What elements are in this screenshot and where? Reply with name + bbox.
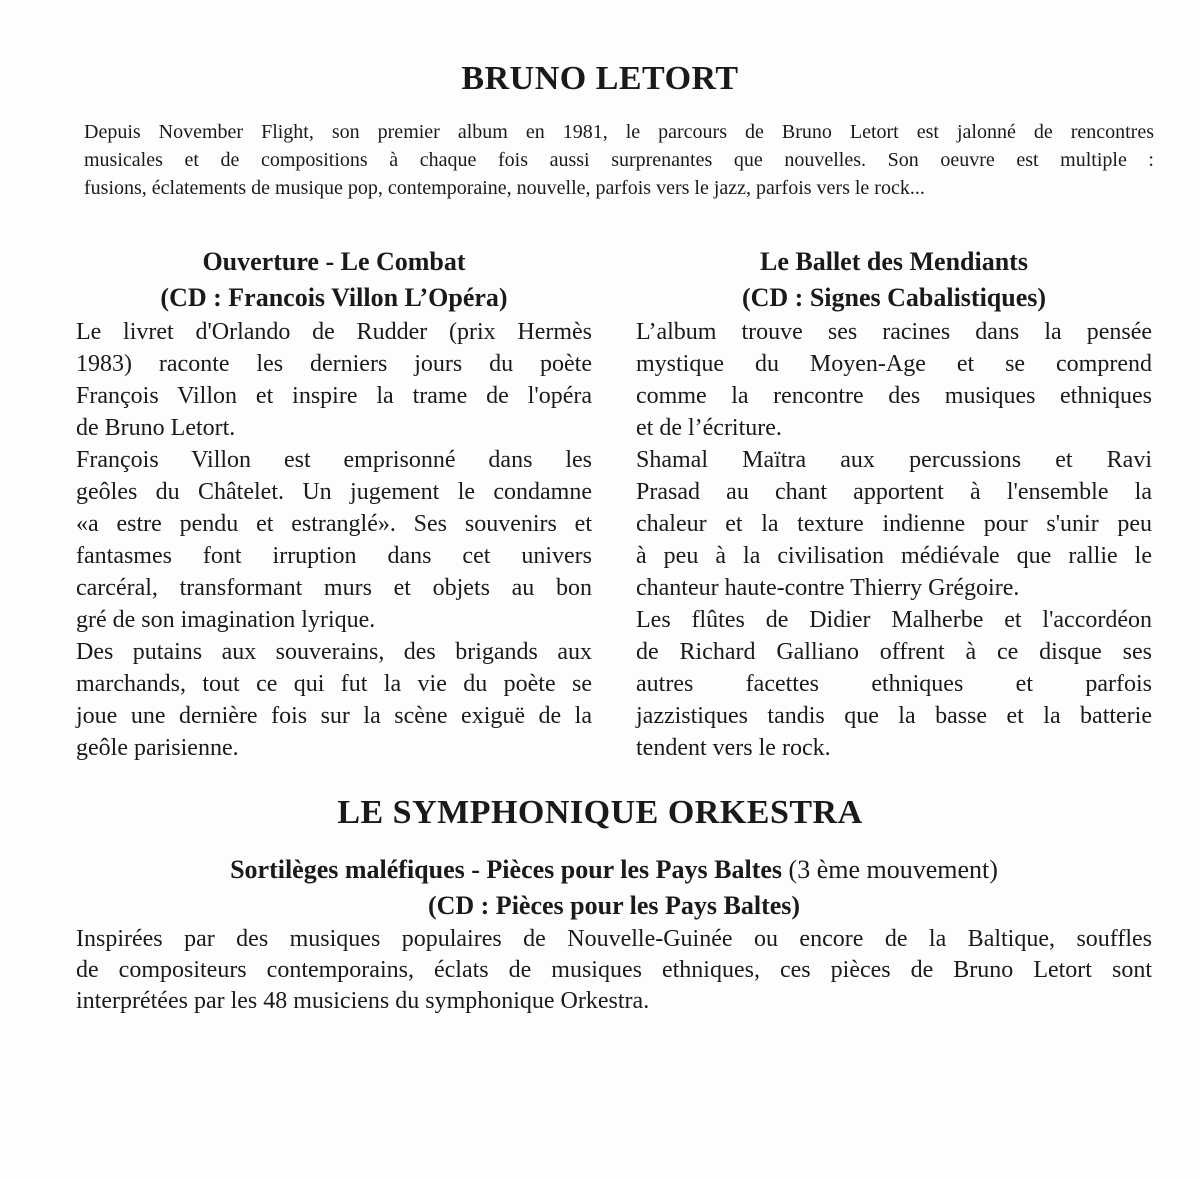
text-line: de Richard Galliano offrent à ce disque ses (636, 639, 1152, 665)
intro-paragraph (84, 118, 1154, 202)
left-column (76, 244, 592, 764)
right-body (636, 316, 1152, 764)
text-line: tendent vers le rock. (636, 735, 831, 761)
right-heading: Le Ballet des Mendiants (760, 247, 1028, 276)
subtitle-bold: Sortilèges maléfiques - Pièces pour les Pays Baltes (230, 855, 783, 884)
paragraph (636, 316, 1152, 444)
text-line: Le livret d'Orlando de Rudder (prix Hermès (76, 319, 592, 345)
paragraph (636, 444, 1152, 604)
text-line: gré de son imagination lyrique. (76, 607, 376, 633)
text-line: François Villon et inspire la trame de l'opéra (76, 383, 592, 409)
section2-subtitle (76, 852, 1152, 888)
text-line: fantasmes font irruption dans cet univers (76, 543, 592, 569)
text-line: autres facettes ethniques et parfois (636, 671, 1152, 697)
text-line: et de l’écriture. (636, 415, 782, 441)
text-line: de Bruno Letort. (76, 415, 236, 441)
text-line: François Villon est emprisonné dans les (76, 447, 592, 473)
text-line: marchands, tout ce qui fut la vie du poète se (76, 671, 592, 697)
text-line: geôle parisienne. (76, 735, 239, 761)
paragraph (76, 444, 592, 636)
section2-content (76, 852, 1152, 1017)
section2-line: interprétées par les 48 musiciens du symphonique Orkestra. (76, 988, 650, 1014)
text-line: mystique du Moyen-Age et se comprend (636, 351, 1152, 377)
right-cd-title: (CD : Signes Cabalistiques) (741, 283, 1047, 312)
paragraph (76, 316, 592, 444)
section2-cd-title: (CD : Pièces pour les Pays Baltes) (427, 891, 801, 920)
section2-line: de compositeurs contemporains, éclats de musiques ethniques, ces pièces de Bruno Letort sont (76, 957, 1152, 983)
text-line: jazzistiques tandis que la basse et la batterie (636, 703, 1152, 729)
paragraph (76, 636, 592, 764)
text-line: joue une dernière fois sur la scène exiguë de la (76, 703, 592, 729)
left-heading: Ouverture - Le Combat (202, 247, 466, 276)
text-line: «a estre pendu et estranglé». Ses souvenirs et (76, 511, 592, 537)
text-line: chanteur haute-contre Thierry Grégoire. (636, 575, 1020, 601)
text-line: Les flûtes de Didier Malherbe et l'accordéon (636, 607, 1152, 633)
text-line: geôles du Châtelet. Un jugement le condamne (76, 479, 592, 505)
text-line: comme la rencontre des musiques ethniques (636, 383, 1152, 409)
intro-line: musicales et de compositions à chaque fois aussi surprenantes que nouvelles. Son oeuvre est multiple : (84, 149, 1154, 171)
paragraph (636, 604, 1152, 764)
section2-line: Inspirées par des musiques populaires de Nouvelle-Guinée ou encore de la Baltique, souffles (76, 926, 1152, 952)
intro-line: Depuis November Flight, son premier album en 1981, le parcours de Bruno Letort est jalonné de rencontres (84, 121, 1154, 143)
text-line: Des putains aux souverains, des brigands aux (76, 639, 592, 665)
subtitle-normal: (3 ème mouvement) (782, 855, 998, 884)
text-line: carcéral, transformant murs et objets au bon (76, 575, 592, 601)
right-column (636, 244, 1152, 764)
text-line: Shamal Maïtra aux percussions et Ravi (636, 447, 1152, 473)
text-line: à peu à la civilisation médiévale que rallie le (636, 543, 1152, 569)
intro-line: fusions, éclatements de musique pop, contemporaine, nouvelle, parfois vers le jazz, parfois vers le rock... (84, 177, 925, 199)
text-line: Prasad au chant apportent à l'ensemble la (636, 479, 1152, 505)
left-body (76, 316, 592, 764)
text-line: 1983) raconte les derniers jours du poète (76, 351, 592, 377)
section-title-symphonique-orkestra: LE SYMPHONIQUE ORKESTRA (337, 794, 863, 831)
text-line: L’album trouve ses racines dans la pensée (636, 319, 1152, 345)
text-line: chaleur et la texture indienne pour s'unir peu (636, 511, 1152, 537)
section-title-bruno-letort: BRUNO LETORT (461, 60, 739, 97)
left-cd-title: (CD : Francois Villon L’Opéra) (160, 283, 508, 312)
